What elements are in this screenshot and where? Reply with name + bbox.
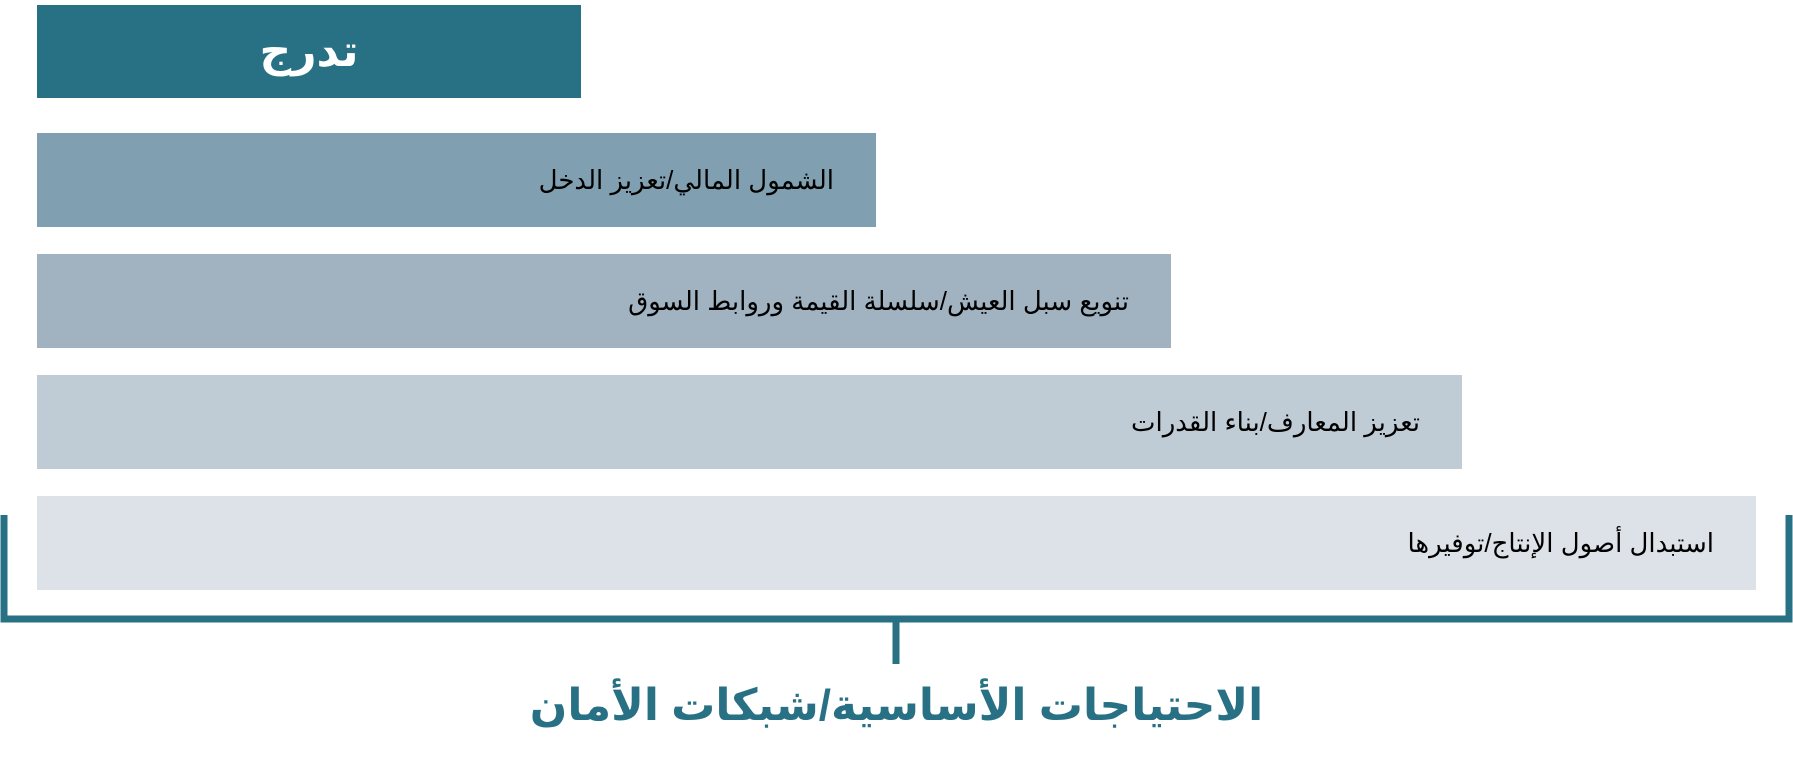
level-bar-knowledge-capacity xyxy=(37,375,1462,469)
base-needs-label: الاحتياجات الأساسية/شبكات الأمان xyxy=(529,681,1264,730)
graduation-header-box xyxy=(37,5,581,98)
level-label: تعزيز المعارف/بناء القدرات xyxy=(1131,406,1420,437)
graduation-header-label: تدرج xyxy=(259,27,359,76)
level-label: استبدال أصول الإنتاج/توفيرها xyxy=(1407,527,1714,558)
level-bar-livelihood-diversification xyxy=(37,254,1171,348)
level-label: تنويع سبل العيش/سلسلة القيمة وروابط السوق xyxy=(628,285,1129,316)
level-label: الشمول المالي/تعزيز الدخل xyxy=(538,164,834,195)
level-bar-financial-inclusion xyxy=(37,133,876,227)
level-bar-productive-assets xyxy=(37,496,1756,590)
